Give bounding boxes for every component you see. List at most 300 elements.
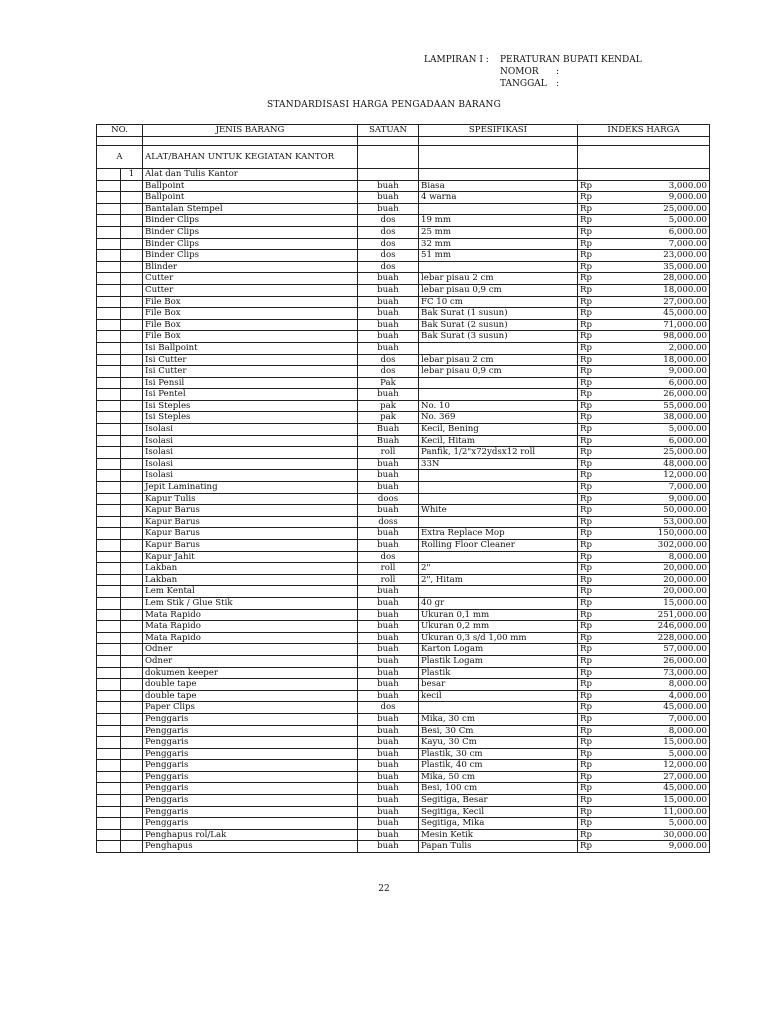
currency-label: Rp — [580, 771, 592, 782]
row-no-cell — [97, 470, 121, 482]
item-price: 251,000.00 — [657, 609, 707, 620]
item-price-cell — [578, 342, 710, 354]
currency-label: Rp — [580, 702, 592, 713]
item-spec: Ukuran 0,3 s/d 1,00 mm — [419, 632, 578, 644]
item-price: 12,000.00 — [663, 470, 707, 481]
row-no-cell — [97, 783, 121, 795]
item-spec: Rolling Floor Cleaner — [419, 540, 578, 552]
item-price-cell — [578, 447, 710, 459]
currency-label: Rp — [580, 737, 592, 748]
row-sub-cell — [121, 760, 143, 772]
item-unit: buah — [358, 192, 419, 204]
table-row — [97, 308, 710, 320]
table-row — [97, 841, 710, 853]
item-price: 6,000.00 — [668, 377, 707, 388]
item-unit: buah — [358, 505, 419, 517]
item-name: Penggaris — [143, 748, 358, 760]
item-spec: Besi, 100 cm — [419, 783, 578, 795]
item-unit: buah — [358, 841, 419, 853]
item-name: Odner — [143, 655, 358, 667]
row-sub-cell — [121, 540, 143, 552]
table-row — [97, 342, 710, 354]
row-no-cell — [97, 632, 121, 644]
item-name: Penghapus — [143, 841, 358, 853]
item-price: 57,000.00 — [663, 644, 707, 655]
currency-label: Rp — [580, 516, 592, 527]
currency-label: Rp — [580, 690, 592, 701]
row-sub-cell — [121, 632, 143, 644]
item-price: 23,000.00 — [663, 250, 707, 261]
item-price: 25,000.00 — [663, 447, 707, 458]
currency-label: Rp — [580, 655, 592, 666]
item-price-cell — [578, 238, 710, 250]
item-price: 20,000.00 — [663, 563, 707, 574]
subcategory-name: Alat dan Tulis Kantor — [143, 169, 358, 181]
category-row — [97, 146, 710, 169]
row-sub-cell — [121, 505, 143, 517]
item-spec: Bak Surat (3 susun) — [419, 331, 578, 343]
item-spec: Plastik — [419, 667, 578, 679]
item-spec: lebar pisau 2 cm — [419, 273, 578, 285]
item-unit: buah — [358, 482, 419, 494]
row-sub-cell — [121, 493, 143, 505]
item-price-cell — [578, 273, 710, 285]
item-name: Binder Clips — [143, 215, 358, 227]
row-no-cell — [97, 273, 121, 285]
item-unit: dos — [358, 702, 419, 714]
row-sub-cell — [121, 609, 143, 621]
item-name: Lem Kental — [143, 586, 358, 598]
row-no-cell — [97, 424, 121, 436]
currency-label: Rp — [580, 505, 592, 516]
item-name: Penggaris — [143, 725, 358, 737]
item-price-cell — [578, 818, 710, 830]
row-sub-cell — [121, 655, 143, 667]
header-spesifikasi: SPESIFIKASI — [419, 125, 578, 137]
table-row — [97, 737, 710, 749]
row-sub-cell — [121, 412, 143, 424]
item-price: 11,000.00 — [663, 806, 707, 817]
row-no-cell — [97, 771, 121, 783]
item-name: Penghapus rol/Lak — [143, 829, 358, 841]
item-price: 26,000.00 — [663, 655, 707, 666]
item-spec: lebar pisau 2 cm — [419, 354, 578, 366]
table-row — [97, 609, 710, 621]
row-sub-cell — [121, 795, 143, 807]
item-spec — [419, 586, 578, 598]
currency-label: Rp — [580, 563, 592, 574]
item-spec: kecil — [419, 690, 578, 702]
item-price-cell — [578, 261, 710, 273]
item-name: File Box — [143, 296, 358, 308]
table-row — [97, 540, 710, 552]
item-spec — [419, 702, 578, 714]
item-spec — [419, 389, 578, 401]
item-unit: buah — [358, 609, 419, 621]
item-price: 7,000.00 — [668, 238, 707, 249]
table-row — [97, 273, 710, 285]
item-price-cell — [578, 621, 710, 633]
row-sub-cell — [121, 841, 143, 853]
table-row — [97, 424, 710, 436]
row-sub-cell — [121, 447, 143, 459]
table-row — [97, 725, 710, 737]
item-unit: buah — [358, 644, 419, 656]
row-no-cell — [97, 667, 121, 679]
header-no: NO. — [97, 125, 143, 137]
item-unit: buah — [358, 632, 419, 644]
table-row — [97, 806, 710, 818]
table-row — [97, 644, 710, 656]
item-price-cell — [578, 644, 710, 656]
row-no-cell — [97, 250, 121, 262]
item-spec — [419, 516, 578, 528]
item-price-cell — [578, 389, 710, 401]
table-row — [97, 238, 710, 250]
currency-label: Rp — [580, 377, 592, 388]
item-spec: 2" — [419, 563, 578, 575]
table-row — [97, 284, 710, 296]
item-spec: Mika, 50 cm — [419, 771, 578, 783]
row-no-cell — [97, 818, 121, 830]
item-spec — [419, 482, 578, 494]
item-unit: dos — [358, 238, 419, 250]
item-price-cell — [578, 319, 710, 331]
currency-label: Rp — [580, 424, 592, 435]
item-spec: FC 10 cm — [419, 296, 578, 308]
currency-label: Rp — [580, 586, 592, 597]
row-no-cell — [97, 737, 121, 749]
item-unit: buah — [358, 540, 419, 552]
currency-label: Rp — [580, 829, 592, 840]
item-price-cell — [578, 795, 710, 807]
item-price-cell — [578, 516, 710, 528]
item-unit: buah — [358, 655, 419, 667]
row-sub-cell — [121, 458, 143, 470]
item-price-cell — [578, 284, 710, 296]
row-no-cell — [97, 760, 121, 772]
table-row — [97, 783, 710, 795]
currency-label: Rp — [580, 238, 592, 249]
item-price-cell — [578, 841, 710, 853]
item-unit: buah — [358, 806, 419, 818]
item-unit: dos — [358, 551, 419, 563]
item-price-cell — [578, 226, 710, 238]
item-unit: buah — [358, 284, 419, 296]
currency-label: Rp — [580, 818, 592, 829]
row-sub-cell — [121, 586, 143, 598]
row-sub-cell — [121, 331, 143, 343]
table-row — [97, 713, 710, 725]
item-price-cell — [578, 586, 710, 598]
row-sub-cell — [121, 470, 143, 482]
item-spec — [419, 203, 578, 215]
row-no-cell — [97, 690, 121, 702]
table-row — [97, 470, 710, 482]
table-row — [97, 748, 710, 760]
currency-label: Rp — [580, 528, 592, 539]
item-spec: Bak Surat (2 susun) — [419, 319, 578, 331]
item-spec — [419, 551, 578, 563]
item-spec: 25 mm — [419, 226, 578, 238]
item-price: 18,000.00 — [663, 284, 707, 295]
item-spec — [419, 377, 578, 389]
currency-label: Rp — [580, 621, 592, 632]
currency-label: Rp — [580, 284, 592, 295]
item-unit: buah — [358, 308, 419, 320]
currency-label: Rp — [580, 215, 592, 226]
table-row — [97, 574, 710, 586]
row-no-cell — [97, 226, 121, 238]
currency-label: Rp — [580, 540, 592, 550]
item-name: Isi Pentel — [143, 389, 358, 401]
item-name: Isi Cutter — [143, 354, 358, 366]
item-price: 5,000.00 — [668, 424, 707, 435]
currency-label: Rp — [580, 366, 592, 377]
item-name: Isolasi — [143, 447, 358, 459]
header-jenis-barang: JENIS BARANG — [143, 125, 358, 137]
row-sub-cell — [121, 389, 143, 401]
row-no-cell — [97, 713, 121, 725]
row-sub-cell — [121, 435, 143, 447]
row-sub-cell — [121, 644, 143, 656]
item-price: 9,000.00 — [668, 493, 707, 504]
item-spec: Mika, 30 cm — [419, 713, 578, 725]
table-row — [97, 516, 710, 528]
row-no-cell — [97, 400, 121, 412]
row-sub-cell — [121, 551, 143, 563]
table-header-row — [97, 125, 710, 137]
currency-label: Rp — [580, 760, 592, 771]
row-sub-cell — [121, 424, 143, 436]
table-row — [97, 551, 710, 563]
item-unit: dos — [358, 250, 419, 262]
item-spec: Biasa — [419, 180, 578, 192]
item-unit: buah — [358, 273, 419, 285]
item-name: Penggaris — [143, 818, 358, 830]
item-spec: Kecil, Hitam — [419, 435, 578, 447]
item-price-cell — [578, 551, 710, 563]
item-price: 5,000.00 — [668, 818, 707, 829]
item-price-cell — [578, 250, 710, 262]
item-unit: buah — [358, 690, 419, 702]
table-row — [97, 586, 710, 598]
header-lampiran-value: PERATURAN BUPATI KENDAL — [500, 55, 642, 65]
item-name: Lem Stik / Glue Stik — [143, 597, 358, 609]
table-row — [97, 215, 710, 227]
document-title: STANDARDISASI HARGA PENGADAAN BARANG — [266, 100, 502, 110]
row-sub-cell — [121, 574, 143, 586]
currency-label: Rp — [580, 667, 592, 678]
item-price: 50,000.00 — [663, 505, 707, 516]
currency-label: Rp — [580, 482, 592, 493]
item-spec: 19 mm — [419, 215, 578, 227]
item-spec: 51 mm — [419, 250, 578, 262]
row-no-cell — [97, 192, 121, 204]
item-name: Kapur Barus — [143, 505, 358, 517]
item-spec — [419, 493, 578, 505]
item-spec: Besi, 30 Cm — [419, 725, 578, 737]
row-no-cell — [97, 679, 121, 691]
item-name: Binder Clips — [143, 226, 358, 238]
row-sub-cell — [121, 702, 143, 714]
item-spec: Plastik, 30 cm — [419, 748, 578, 760]
item-spec: Bak Surat (1 susun) — [419, 308, 578, 320]
item-name: dokumen keeper — [143, 667, 358, 679]
row-no-cell — [97, 644, 121, 656]
item-price-cell — [578, 470, 710, 482]
table-row — [97, 690, 710, 702]
item-price-cell — [578, 679, 710, 691]
currency-label: Rp — [580, 331, 592, 342]
item-spec — [419, 470, 578, 482]
header-nomor-label: NOMOR — [500, 67, 539, 77]
item-price-cell — [578, 748, 710, 760]
row-sub-cell — [121, 203, 143, 215]
item-name: Paper Clips — [143, 702, 358, 714]
row-sub-cell — [121, 215, 143, 227]
item-price-cell — [578, 632, 710, 644]
row-sub-cell — [121, 771, 143, 783]
row-sub-cell — [121, 377, 143, 389]
row-sub-cell — [121, 667, 143, 679]
item-price-cell — [578, 215, 710, 227]
item-price: 38,000.00 — [663, 412, 707, 423]
row-no-cell — [97, 366, 121, 378]
item-price-cell — [578, 366, 710, 378]
row-no-cell — [97, 516, 121, 528]
item-name: Isolasi — [143, 424, 358, 436]
item-price: 8,000.00 — [668, 679, 707, 690]
item-spec: 33N — [419, 458, 578, 470]
row-sub-cell — [121, 366, 143, 378]
currency-label: Rp — [580, 725, 592, 736]
item-price-cell — [578, 308, 710, 320]
table-row — [97, 667, 710, 679]
header-tanggal-label: TANGGAL — [500, 79, 547, 89]
item-price: 4,000.00 — [668, 690, 707, 701]
currency-label: Rp — [580, 748, 592, 759]
item-price-cell — [578, 482, 710, 494]
item-price: 35,000.00 — [663, 261, 707, 272]
currency-label: Rp — [580, 806, 592, 817]
table-row — [97, 632, 710, 644]
item-spec: Segitiga, Mika — [419, 818, 578, 830]
item-price-cell — [578, 667, 710, 679]
row-sub-cell — [121, 806, 143, 818]
item-unit: Buah — [358, 435, 419, 447]
row-sub-cell — [121, 354, 143, 366]
row-no-cell — [97, 806, 121, 818]
item-name: Penggaris — [143, 783, 358, 795]
row-no-cell — [97, 505, 121, 517]
item-price: 7,000.00 — [668, 713, 707, 724]
item-name: Kapur Tulis — [143, 493, 358, 505]
row-no-cell — [97, 308, 121, 320]
currency-label: Rp — [580, 203, 592, 214]
item-price-cell — [578, 424, 710, 436]
item-price: 25,000.00 — [663, 203, 707, 214]
row-no-cell — [97, 377, 121, 389]
item-unit: dos — [358, 366, 419, 378]
item-price: 18,000.00 — [663, 354, 707, 365]
row-no-cell — [97, 829, 121, 841]
currency-label: Rp — [580, 412, 592, 423]
table-row — [97, 389, 710, 401]
item-name: double tape — [143, 690, 358, 702]
item-name: Cutter — [143, 284, 358, 296]
header-lampiran-label: LAMPIRAN I : — [424, 55, 489, 65]
header-indeks-harga: INDEKS HARGA — [578, 125, 710, 137]
item-unit: buah — [358, 621, 419, 633]
item-price-cell — [578, 192, 710, 204]
row-no-cell — [97, 702, 121, 714]
table-row — [97, 366, 710, 378]
item-unit: Pak — [358, 377, 419, 389]
row-sub-cell — [121, 238, 143, 250]
item-price: 20,000.00 — [663, 574, 707, 585]
item-unit: buah — [358, 783, 419, 795]
item-unit: dos — [358, 261, 419, 273]
row-no-cell — [97, 586, 121, 598]
row-sub-cell — [121, 748, 143, 760]
item-price: 7,000.00 — [668, 482, 707, 493]
item-unit: doss — [358, 516, 419, 528]
item-price: 246,000.00 — [657, 621, 707, 632]
category-name: ALAT/BAHAN UNTUK KEGIATAN KANTOR — [143, 146, 358, 169]
item-price: 73,000.00 — [663, 667, 707, 678]
row-sub-cell — [121, 679, 143, 691]
item-unit: buah — [358, 829, 419, 841]
category-code: A — [97, 146, 143, 169]
currency-label: Rp — [580, 273, 592, 284]
item-name: File Box — [143, 308, 358, 320]
item-name: Kapur Barus — [143, 540, 358, 552]
currency-label: Rp — [580, 493, 592, 504]
item-name: Jepit Laminating — [143, 482, 358, 494]
item-unit: doos — [358, 493, 419, 505]
row-no-cell — [97, 482, 121, 494]
item-spec: Plastik Logam — [419, 655, 578, 667]
item-spec: White — [419, 505, 578, 517]
item-price: 15,000.00 — [663, 597, 707, 608]
item-name: Odner — [143, 644, 358, 656]
currency-label: Rp — [580, 783, 592, 794]
row-no-cell — [97, 795, 121, 807]
header-tanggal-colon: : — [556, 79, 560, 89]
item-price-cell — [578, 597, 710, 609]
item-name: Penggaris — [143, 806, 358, 818]
currency-label: Rp — [580, 597, 592, 608]
item-unit: pak — [358, 400, 419, 412]
item-spec: No. 10 — [419, 400, 578, 412]
item-name: Isolasi — [143, 458, 358, 470]
item-spec: Papan Tulis — [419, 841, 578, 853]
item-unit: buah — [358, 795, 419, 807]
currency-label: Rp — [580, 319, 592, 330]
item-unit: roll — [358, 563, 419, 575]
row-no-cell — [97, 563, 121, 575]
row-sub-cell — [121, 261, 143, 273]
item-spec: Kayu, 30 Cm — [419, 737, 578, 749]
table-row — [97, 435, 710, 447]
item-unit: buah — [358, 203, 419, 215]
item-price: 8,000.00 — [668, 725, 707, 736]
item-price: 27,000.00 — [663, 296, 707, 307]
currency-label: Rp — [580, 795, 592, 806]
table-row — [97, 447, 710, 459]
row-no-cell — [97, 725, 121, 737]
